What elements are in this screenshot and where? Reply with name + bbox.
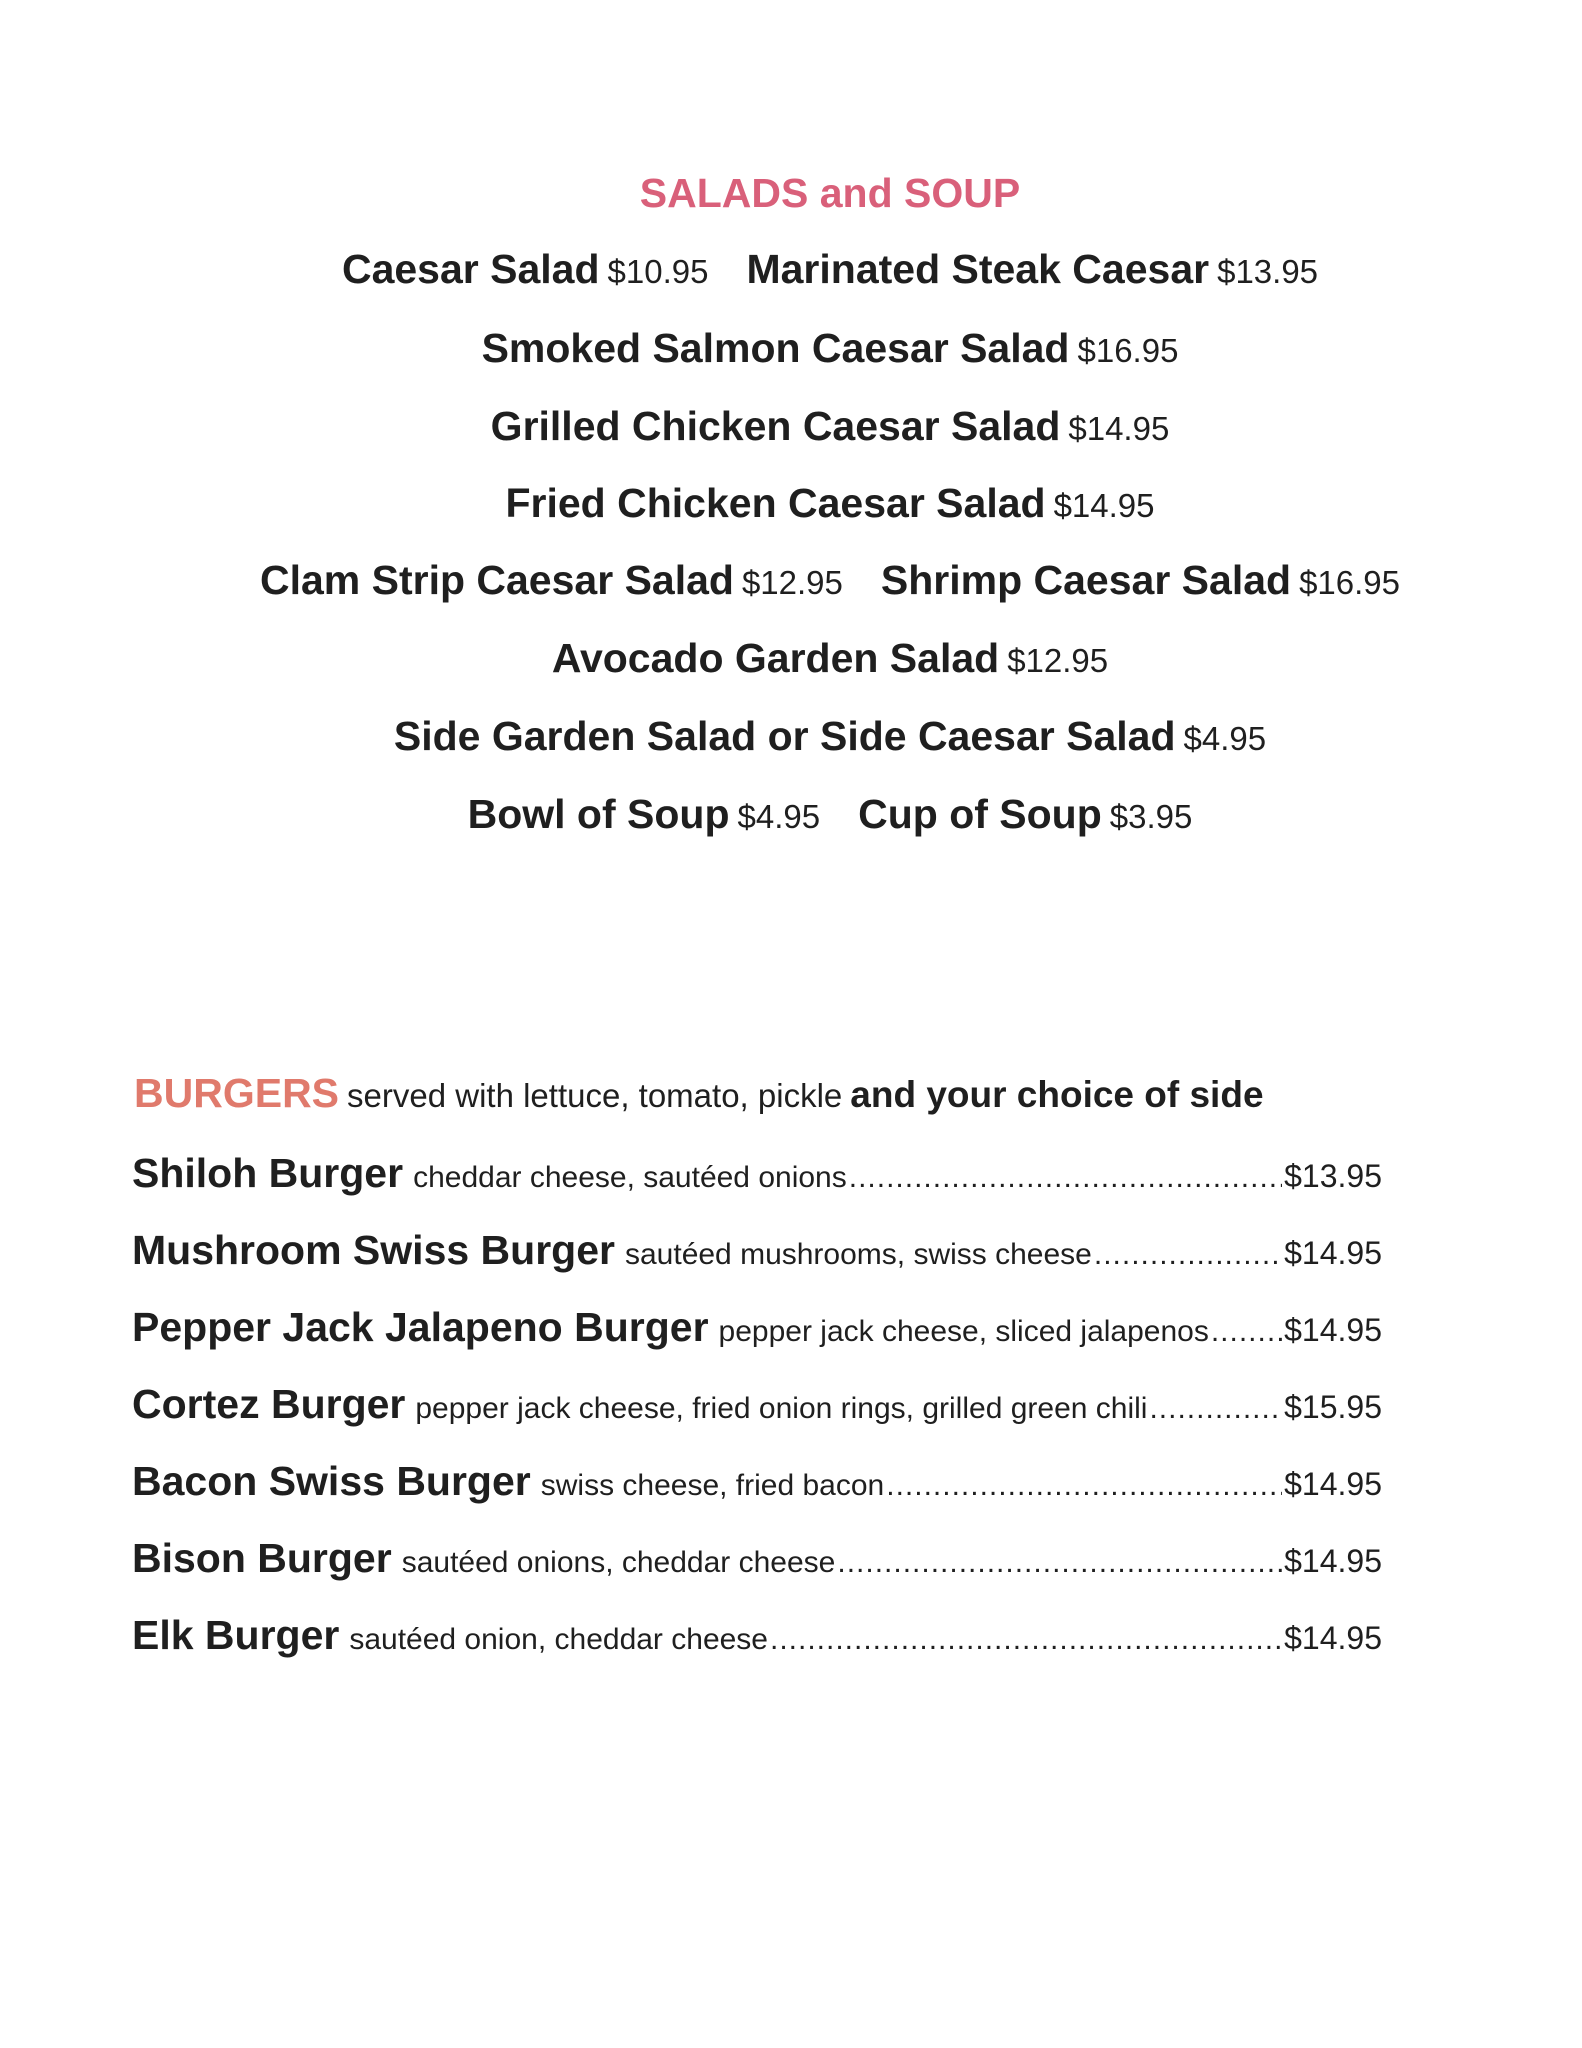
salad-line (0, 325, 1582, 372)
burger-item (132, 1612, 1382, 1668)
item-name: Clam Strip Caesar Salad (259, 557, 734, 603)
menu-item (260, 557, 843, 603)
item-name: Shiloh Burger (132, 1150, 404, 1196)
item-description: sautéed onion, cheddar cheese (349, 1623, 768, 1656)
item-price: $14.95 (1284, 1466, 1382, 1502)
item-name: Pepper Jack Jalapeno Burger (132, 1304, 709, 1350)
item-name: Side Garden Salad or Side Caesar Salad (393, 713, 1176, 759)
dot-leader (837, 1546, 1282, 1580)
menu-item (881, 557, 1400, 603)
burgers-section-title: BURGERS (134, 1070, 340, 1116)
salad-line (0, 635, 1582, 682)
menu-item (858, 791, 1192, 837)
salad-line (0, 557, 1582, 604)
item-price: $4.95 (737, 798, 821, 835)
item-name: Cup of Soup (858, 791, 1102, 837)
burger-item (132, 1304, 1382, 1360)
menu-item (491, 403, 1170, 449)
burger-item (132, 1381, 1382, 1437)
item-price: $14.95 (1284, 1620, 1382, 1656)
item-name: Bison Burger (132, 1535, 392, 1581)
item-description: pepper jack cheese, fried onion rings, grilled green chili (415, 1392, 1148, 1425)
burgers-section-header (134, 1070, 1264, 1117)
salad-line (0, 480, 1582, 527)
item-price: $14.95 (1284, 1235, 1382, 1271)
item-name: Bowl of Soup (467, 791, 730, 837)
burger-item (132, 1227, 1382, 1283)
item-description: sautéed mushrooms, swiss cheese (624, 1238, 1092, 1271)
item-description: pepper jack cheese, sliced jalapenos (718, 1315, 1209, 1348)
burgers-choice-of-side: and your choice of side (850, 1074, 1264, 1115)
item-name: Cortez Burger (132, 1381, 406, 1427)
menu-item (342, 246, 709, 292)
item-price: $16.95 (1299, 564, 1401, 601)
dot-leader (886, 1469, 1282, 1503)
burgers-served-with: served with lettuce, tomato, pickle (347, 1077, 843, 1114)
item-name: Avocado Garden Salad (551, 635, 1000, 681)
item-name: Marinated Steak Caesar (746, 246, 1210, 292)
burger-item (132, 1458, 1382, 1514)
item-price: $12.95 (1007, 642, 1109, 679)
item-description: swiss cheese, fried bacon (540, 1469, 885, 1502)
dot-leader (770, 1623, 1282, 1657)
salad-line (0, 403, 1582, 450)
item-price: $4.95 (1183, 720, 1267, 757)
dot-leader (1094, 1238, 1282, 1272)
dot-leader (1149, 1392, 1282, 1426)
burger-item (132, 1535, 1382, 1591)
burger-item (132, 1150, 1382, 1206)
item-description: sautéed onions, cheddar cheese (401, 1546, 836, 1579)
item-price: $13.95 (1217, 253, 1319, 290)
salad-line (0, 713, 1582, 760)
menu-item (468, 791, 821, 837)
item-name: Elk Burger (132, 1612, 340, 1658)
salad-line (0, 791, 1582, 838)
item-name: Bacon Swiss Burger (132, 1458, 531, 1504)
item-price: $16.95 (1077, 332, 1179, 369)
item-price: $14.95 (1068, 410, 1170, 447)
item-price: $14.95 (1284, 1543, 1382, 1579)
item-price: $14.95 (1053, 487, 1155, 524)
item-name: Smoked Salmon Caesar Salad (481, 325, 1070, 371)
item-name: Fried Chicken Caesar Salad (505, 480, 1046, 526)
item-price: $13.95 (1284, 1158, 1382, 1194)
menu-item (394, 713, 1266, 759)
item-name: Mushroom Swiss Burger (132, 1227, 615, 1273)
item-name: Shrimp Caesar Salad (880, 557, 1292, 603)
item-price: $10.95 (607, 253, 709, 290)
menu-item (746, 246, 1318, 292)
item-price: $14.95 (1284, 1312, 1382, 1348)
menu-item (482, 325, 1179, 371)
menu-item (505, 480, 1154, 526)
salads-section-title: SALADS and SOUP (639, 170, 1021, 216)
item-price: $15.95 (1284, 1389, 1382, 1425)
dot-leader (849, 1161, 1282, 1195)
item-price: $3.95 (1109, 798, 1193, 835)
dot-leader (1211, 1315, 1282, 1349)
menu-item (552, 635, 1108, 681)
salad-line (0, 246, 1582, 293)
item-name: Grilled Chicken Caesar Salad (490, 403, 1061, 449)
item-price: $12.95 (741, 564, 843, 601)
item-description: cheddar cheese, sautéed onions (413, 1161, 847, 1194)
item-name: Caesar Salad (341, 246, 600, 292)
